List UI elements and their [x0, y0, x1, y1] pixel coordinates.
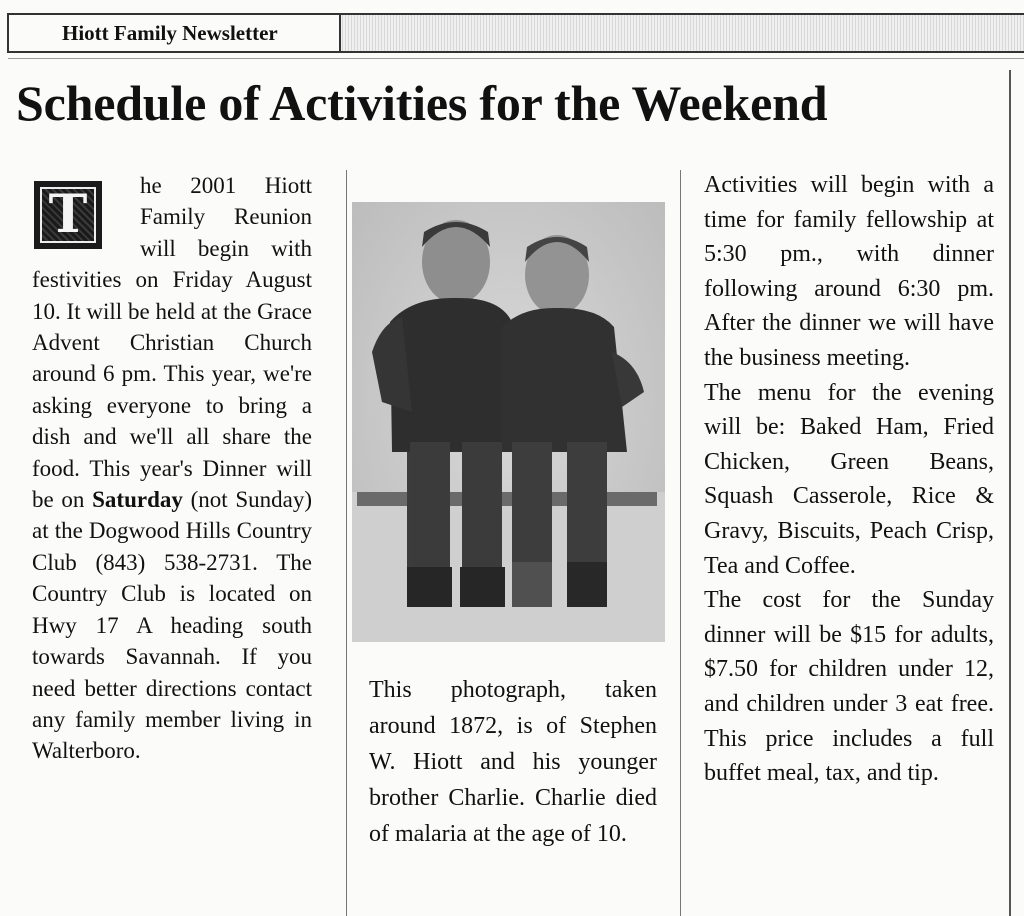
- newsletter-title: Hiott Family Newsletter: [9, 15, 341, 51]
- header-divider: [8, 58, 1024, 59]
- reunion-text-rest: (not Sunday) at the Dogwood Hills Country Club (843) 538-2731. The Country Club is located on Hwy 17 A heading south towards Savannah. If you need better directions contact any family member living in Walterboro.: [32, 487, 312, 764]
- column-divider-1: [346, 170, 347, 916]
- dropcap-ornament: [34, 181, 102, 249]
- saturday-emphasis: Saturday: [92, 487, 183, 513]
- newsletter-header-bar: [7, 13, 1024, 53]
- column-divider-2: [680, 170, 681, 916]
- right-column-rule: [1009, 70, 1011, 916]
- historic-photograph: [352, 202, 665, 642]
- menu-paragraph: The menu for the evening will be: Baked Ham, Fried Chicken, Green Beans, Squash Casserole, Rice & Gravy, Biscuits, Peach Crisp, Tea and Coffee.: [704, 379, 994, 579]
- page-headline: Schedule of Activities for the Weekend: [16, 75, 828, 131]
- article-column-3: [704, 168, 994, 791]
- dropcap-letter: T: [48, 184, 88, 245]
- cost-paragraph: The cost for the Sunday dinner will be $15 for adults, $7.50 for children under 12, and children under 3 eat free. This price includes a full buffet meal, tax, and tip.: [704, 587, 994, 787]
- reunion-paragraph: [32, 170, 312, 767]
- article-column-1: [32, 170, 312, 767]
- reunion-text-intro: he 2001 Hiott Family Reunion will begin with festivities on Friday August 10. It will be held at the Grace Advent Christian Church around 6 pm. This year, we're asking everyone to bring a dish and we'll all share the food. This year's Dinner will be on: [32, 173, 312, 513]
- activities-paragraph: Activities will begin with a time for family fellowship at 5:30 pm., with dinner following around 6:30 pm. After the dinner we will have the business meeting.: [704, 172, 994, 371]
- photo-caption: This photograph, taken around 1872, is of Stephen W. Hiott and his younger brother Charlie. Charlie died of malaria at the age of 10.: [369, 677, 657, 847]
